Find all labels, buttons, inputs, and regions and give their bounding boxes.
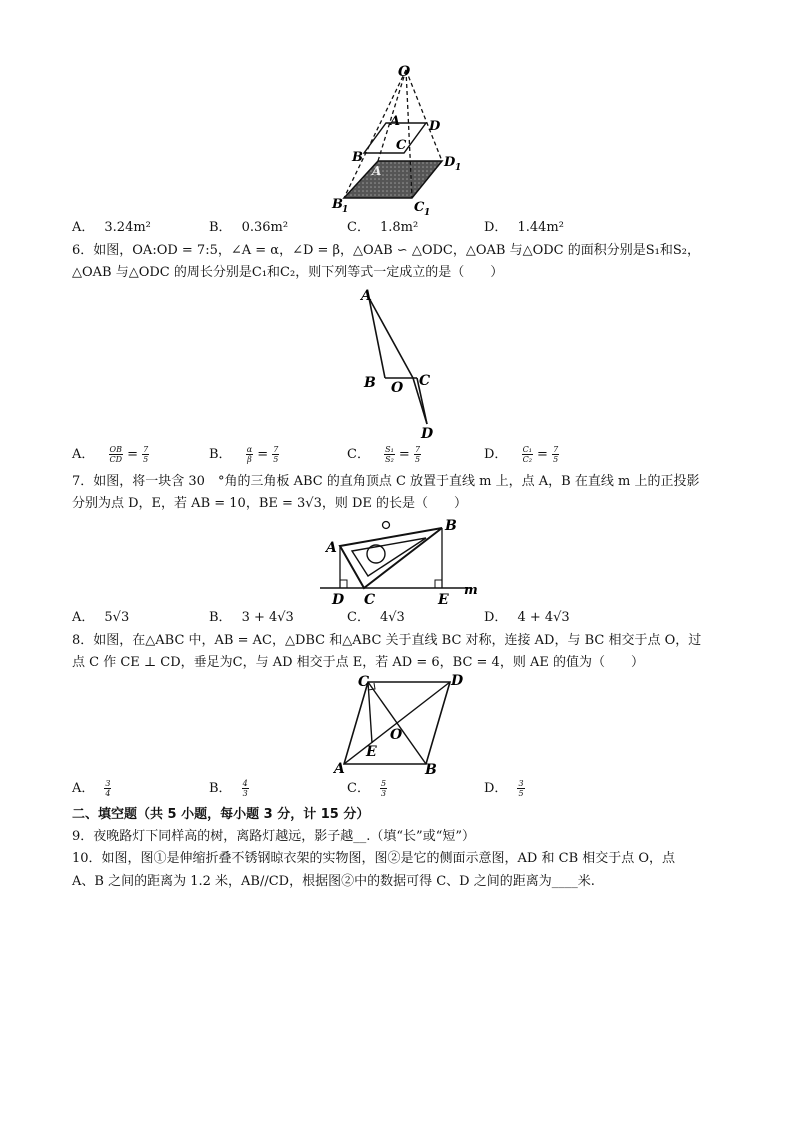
q8-option-d[interactable]: D． $\frac{3}{5}$ xyxy=(484,779,524,798)
q5-option-d[interactable]: D． 1.44m² xyxy=(484,220,564,235)
q8-stem-line1: 8．如图，在△ABC 中，AB = AC，△DBC 和△ABC 关于直线 BC 对称，连接 AD，与 BC 相交于点 O，过 xyxy=(72,633,702,648)
q6-label-C: C xyxy=(419,373,431,389)
q8-label-C: C xyxy=(358,674,370,690)
q5-label-D1: D xyxy=(444,155,456,170)
q8-rhombus-figure xyxy=(330,672,470,778)
q6-stem-line1: 6．如图，OA:OD = 7:5，∠A = α，∠D = β，△OAB ∽ △ODC，△OAB 与△ODC 的面积分别是S₁和S₂， xyxy=(72,243,700,258)
q8-options xyxy=(72,779,672,805)
q7-set-square-figure xyxy=(318,516,488,608)
q6-option-b[interactable]: B． $\frac{\alpha}{\beta}$ = $\frac{7}{5}$ xyxy=(209,445,279,464)
q5-option-c[interactable]: C． 1.8m² xyxy=(347,220,419,235)
q5-label-B: B xyxy=(352,150,363,165)
q5-label-B1: B xyxy=(332,197,343,212)
q10-stem-line1: 10．如图，图①是伸缩折叠不锈钢晾衣架的实物图，图②是它的侧面示意图，AD 和 CB 相交于点 O，点 xyxy=(72,851,676,866)
q5-pyramid-figure xyxy=(330,58,480,218)
q7-label-B: B xyxy=(445,518,457,534)
q6-label-D: D xyxy=(421,426,434,441)
q5-label-A1: A xyxy=(372,164,382,178)
q8-label-E: E xyxy=(366,744,377,760)
q8-option-c[interactable]: C． $\frac{5}{3}$ xyxy=(347,779,387,798)
q5-options xyxy=(72,218,672,238)
q6-label-B: B xyxy=(364,375,376,391)
q6-option-d[interactable]: D． $\frac{\text{C₁}}{\text{C₂}}$ = $\frac{7}{5}$ xyxy=(484,445,559,464)
q5-label-C: C xyxy=(396,138,407,153)
q7-label-m: m xyxy=(464,583,478,598)
q8-label-O: O xyxy=(390,727,403,743)
q8-label-D: D xyxy=(451,673,464,689)
q6-stem-line2: △OAB 与△ODC 的周长分别是C₁和C₂，则下列等式一定成立的是（ ） xyxy=(72,265,504,280)
q7-label-C: C xyxy=(364,592,376,608)
q8-label-A: A xyxy=(334,761,345,777)
q6-label-A: A xyxy=(361,288,372,304)
q5-label-C1-sub: 1 xyxy=(424,208,431,218)
q7-label-A: A xyxy=(326,540,337,556)
q7-option-b[interactable]: B． 3 + 4√3 xyxy=(209,610,294,625)
q7-option-c[interactable]: C． 4√3 xyxy=(347,610,405,625)
q7-option-a[interactable]: A． 5√3 xyxy=(72,610,130,625)
q9-stem: 9．夜晚路灯下同样高的树，离路灯越远，影子越__.（填“长”或“短”） xyxy=(72,829,475,844)
q5-option-a[interactable]: A． 3.24m² xyxy=(72,220,151,235)
q7-options xyxy=(72,608,672,628)
q8-stem-line2: 点 C 作 CE ⊥ CD，垂足为C，与 AD 相交于点 E，若 AD = 6，BC = 4，则 AE 的值为（ ） xyxy=(72,655,644,670)
q8-option-b[interactable]: B． $\frac{4}{3}$ xyxy=(209,779,248,798)
q5-option-b[interactable]: B． 0.36m² xyxy=(209,220,289,235)
q7-option-d[interactable]: D． 4 + 4√3 xyxy=(484,610,570,625)
q5-label-D: D xyxy=(429,119,441,134)
q8-label-B: B xyxy=(425,762,437,778)
q5-label-A: A xyxy=(390,114,401,129)
q8-option-a[interactable]: A． $\frac{3}{4}$ xyxy=(72,779,111,798)
q7-stem-line1: 7．如图，将一块含 30 °角的三角板 ABC 的直角顶点 C 放置于直线 m 上，点 A，B 在直线 m 上的正投影 xyxy=(72,474,700,489)
q5-label-D1-sub: 1 xyxy=(455,163,462,173)
q6-option-c[interactable]: C． $\frac{\text{S₁}}{\text{S₂}}$ = $\frac{7}{5}$ xyxy=(347,445,421,464)
q6-options xyxy=(72,445,672,471)
q5-label-B1-sub: 1 xyxy=(342,205,349,215)
q6-option-a[interactable]: A． $\frac{OB}{CD}$ = $\frac{7}{5}$ xyxy=(72,445,149,464)
q5-label-O: O xyxy=(398,64,411,80)
q6-label-O: O xyxy=(391,380,404,396)
q7-stem-line2: 分别为点 D，E，若 AB = 10，BE = 3√3，则 DE 的长是（ ） xyxy=(72,496,468,511)
section-heading-fill-blank: 二、填空题（共 5 小题，每小题 3 分，计 15 分） xyxy=(72,807,370,822)
q7-label-D: D xyxy=(332,592,345,608)
q7-label-E: E xyxy=(438,592,449,608)
q6-triangles-figure xyxy=(355,286,445,441)
q5-label-C1: C xyxy=(414,200,425,215)
q10-stem-line2: A、B 之间的距离为 1.2 米，AB//CD，根据图②中的数据可得 C、D 之间的距离为____米. xyxy=(72,874,595,889)
